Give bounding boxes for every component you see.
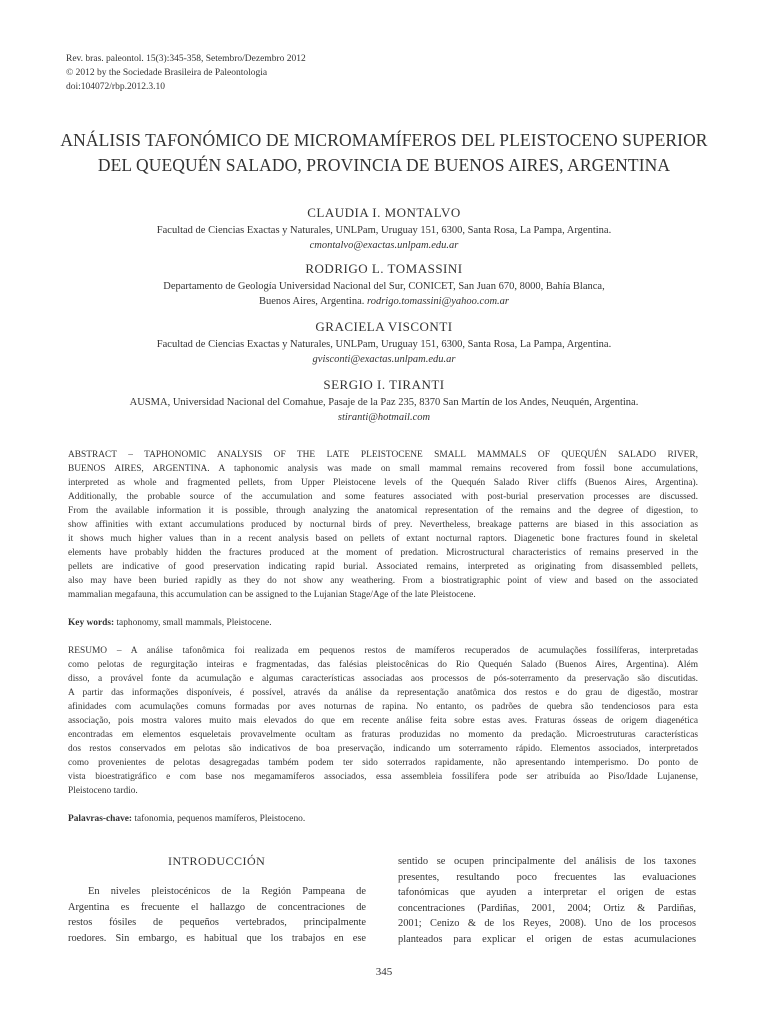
resumo-line: como pelotas de regurgitação inteiras e fragmentadas, das falésias pleistocênicas do Rio Quequén Salado (Buenos Aires, Argentina). Além (68, 660, 698, 670)
abstract-line: it shows much higher values than in a recent analysis based on pellets of extant nocturnal raptors. Diagenetic bone fractures found in skeletal (68, 534, 698, 544)
abstract-paragraph (68, 448, 698, 602)
abstract-line: pellets are indicative of good preservation indicating rapid burial. Associated remains, interpreted as originating from disassembled pellets, (68, 562, 698, 572)
body-line: sentido se ocupen principalmente del análisis de los taxones (398, 856, 696, 867)
author-block (40, 376, 728, 425)
title-line-2: DEL QUEQUÉN SALADO, PROVINCIA DE BUENOS AIRES, ARGENTINA (97, 155, 671, 175)
abstract-line: Additionally, the probable source of the accumulation and some features associated with post-burial preservation processes are discussed. (68, 492, 698, 502)
body-line: 2001; Cenizo & de los Reyes, 2008). Uno de los procesos (398, 918, 696, 929)
palavras-chave-label: Palavras-chave: (68, 814, 133, 824)
abstract-line: show affinities with extant accumulations produced by nocturnal birds of prey. Nevertheless, breakage patterns are biased in this association as (68, 520, 698, 530)
resumo-line: associação, pois mostra valores muito mais elevados do que em recente análise feita sobre estas aves. Fraturas ósseas de origem diagenética (68, 716, 698, 726)
author-affiliation: Facultad de Ciencias Exactas y Naturales, UNLPam, Uruguay 151, 6300, Santa Rosa, La Pampa, Argentina. (156, 339, 612, 350)
body-line: presentes, resultando poco frecuentes las evaluaciones (398, 871, 696, 883)
palavras-chave-text: tafonomia, pequenos mamíferos, Pleistoceno. (132, 814, 306, 824)
author-affiliation: Facultad de Ciencias Exactas y Naturales, UNLPam, Uruguay 151, 6300, Santa Rosa, La Pampa, Argentina. (156, 225, 612, 236)
abstract-line: mammalian megafauna, this accumulation can be assigned to the Lujanian Stage/Age of the late Pleistocene. (68, 590, 476, 600)
article-title (40, 128, 728, 178)
copyright-notice: © 2012 by the Sociedade Brasileira de Paleontologia (66, 68, 268, 78)
doi-link[interactable]: doi:104072/rbp.2012.3.10 (66, 82, 165, 92)
body-line: En niveles pleistocénicos de la Región Pampeana de (88, 886, 366, 897)
resumo-line: encontradas em elementos esqueletais provavelmente ocultam as fraturas produzidas no momento da predação. Microestruturas características (68, 730, 698, 740)
abstract-line: From the available information it is possible, through analyzing the anatomical representation of the remains and the degree of digestion, to (68, 506, 698, 516)
author-name: GRACIELA VISCONTI (315, 319, 453, 334)
resumo-line: Pleistoceno tardio. (68, 786, 138, 796)
palavras-chave (68, 812, 698, 826)
keywords-text: taphonomy, small mammals, Pleistocene. (114, 618, 272, 628)
section-heading-introduccion: INTRODUCCIÓN (168, 854, 266, 868)
resumo-line: RESUMO – A análise tafonômica foi realizada em pequenos restos de mamíferos recuperados de acumulações fossilíferas, interpretadas (68, 646, 698, 656)
author-email[interactable]: rodrigo.tomassini@yahoo.com.ar (367, 296, 509, 307)
abstract-line: interpreted as whole and fragmented pellets, from Upper Pleistocene levels of the Quequén Salado River cliffs (Buenos Aires, Argentina). (68, 478, 698, 488)
abstract-line: BUENOS AIRES, ARGENTINA. A taphonomic analysis was made on small mammal remains recovered from fossil bone accumulations, (68, 464, 698, 474)
body-column-right (398, 854, 696, 947)
resumo-line: afinidades com acumulações comuns formadas por aves noturnas de rapina. No entanto, os padrões de quebra são tendenciosos para esta (68, 702, 698, 712)
journal-header (66, 52, 306, 94)
keywords-label: Key words: (68, 618, 115, 628)
abstract-line: ABSTRACT – TAPHONOMIC ANALYSIS OF THE LATE PLEISTOCENE SMALL MAMMALS OF QUEQUÉN SALADO RIVER, (68, 450, 698, 460)
abstract-line: also may have been buried rapidly as they do not show any weathering. From a biostratigraphic point of view and based on the associated (68, 576, 698, 586)
author-affiliation-continued (40, 294, 728, 309)
resumo-line: A partir das informações disponíveis, é possível, através da análise da representação anatômica dos restos e do grau de digestão, mostrar (68, 688, 698, 698)
author-email[interactable]: cmontalvo@exactas.unlpam.edu.ar (309, 240, 459, 251)
author-affiliation: AUSMA, Universidad Nacional del Comahue, Pasaje de la Paz 235, 8370 San Martín de los Andes, Neuquén, Argentina. (129, 397, 639, 408)
author-block (40, 318, 728, 367)
author-block (40, 204, 728, 253)
author-email[interactable]: stiranti@hotmail.com (337, 412, 431, 423)
resumo-line: dos restos conservados em pelotas são indicativos de boa preservação, indicando um soterramento rápido. Elementos associados, interpretados (68, 744, 698, 754)
resumo-paragraph (68, 644, 698, 798)
resumo-line: disso, a provável fonte da acumulação e algumas características associadas aos processos de pós-soterramento da preservação são discutidas. (68, 674, 698, 684)
author-name: RODRIGO L. TOMASSINI (305, 261, 463, 276)
author-email[interactable]: gvisconti@exactas.unlpam.edu.ar (312, 354, 456, 365)
author-name: CLAUDIA I. MONTALVO (307, 205, 461, 220)
body-line: concentraciones (Pardiñas, 2001, 2004; Ortiz & Pardiñas, (398, 902, 696, 914)
body-column-left (68, 884, 366, 946)
author-name: SERGIO I. TIRANTI (323, 377, 445, 392)
body-line: Argentina es frecuente el hallazgo de concentraciones de (68, 901, 366, 913)
author-block (40, 260, 728, 309)
body-line: roedores. Sin embargo, es habitual que los trabajos en ese (68, 932, 366, 944)
abstract-line: elements have probably hidden the fractures produced at the moment of predation. Microstructural characteristics of remains preserved in the (68, 548, 698, 558)
author-affiliation-line-2: Buenos Aires, Argentina. (259, 296, 365, 307)
body-line: restos fósiles de pequeños vertebrados, principalmente (68, 917, 366, 928)
page-number: 345 (375, 966, 393, 978)
body-line: planteados para explicar el origen de estas acumulaciones (398, 933, 696, 945)
keywords (68, 616, 698, 630)
author-affiliation: Departamento de Geología Universidad Nacional del Sur, CONICET, San Juan 670, 8000, Bahía Blanca, (163, 281, 605, 292)
resumo-line: vista bioestratigráfico e com base nos megamamíferos associados, essa assembleia fossilífera pode ser atribuída ao Piso/Idade Lujanense, (68, 772, 698, 782)
body-line: tafonómicas que ayuden a interpretar el origen de estas (398, 887, 696, 898)
resumo-line: como provenientes de pelotas desagregadas também podem ter sido soterrados rapidamente, não apresentando intemperismo. Do ponto de (68, 758, 698, 768)
journal-citation: Rev. bras. paleontol. 15(3):345-358, Setembro/Dezembro 2012 (66, 54, 306, 64)
title-line-1: ANÁLISIS TAFONÓMICO DE MICROMAMÍFEROS DEL PLEISTOCENO SUPERIOR (60, 130, 708, 150)
